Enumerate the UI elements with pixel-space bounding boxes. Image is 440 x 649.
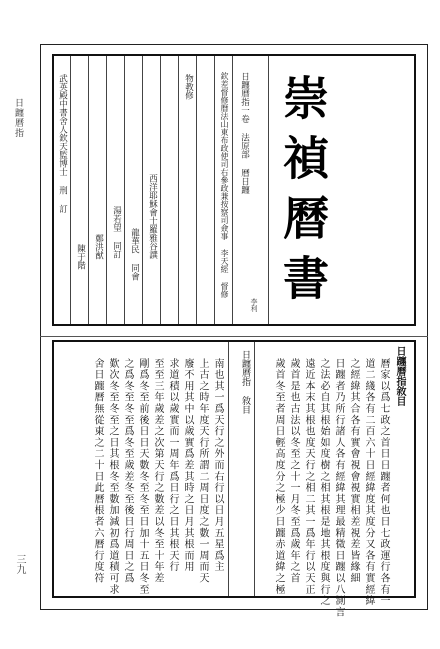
page-number: 三九 (14, 554, 25, 574)
preface-column: 剛爲冬至前後日日天數冬至冬至日加十五日冬至 (137, 358, 148, 596)
preface-column: 曆家以爲七政之首日日躔者何也日七政運行各有一 (378, 358, 389, 607)
fold-rule (254, 342, 255, 596)
author-1: 龍華民 同會 (129, 228, 140, 281)
fold-label: 日躔曆指 敘目 (240, 350, 250, 414)
column-rule (142, 56, 143, 324)
column-rule (268, 56, 269, 324)
column-rule (178, 56, 179, 324)
column-rule (124, 56, 125, 324)
author-4: 陳于階 (75, 244, 86, 270)
preface-title: 日躔曆指敘目 (394, 346, 405, 406)
section-divider (40, 336, 428, 337)
column-rule (160, 56, 161, 324)
column-rule (70, 56, 71, 324)
column-rule (106, 56, 107, 324)
preface-column: 南也其一爲天行之外而右行以日月五星爲主 (212, 358, 223, 573)
preface-column: 求道積以歲實而一周年爲日行之日其根天行 (167, 358, 178, 573)
volume-line: 日躔曆指一卷 法原部 曆日躔 (239, 72, 250, 194)
seal-mark: 李利 (250, 298, 258, 312)
fold-rule (228, 342, 229, 596)
column-rule (232, 56, 233, 324)
preface-column: 舍日躔曆無從東之二十日此曆根者六曆行度符 (92, 358, 103, 584)
column-rule (88, 56, 89, 324)
book-title: 崇禎曆書 (276, 74, 330, 314)
preface-column: 歲首冬至者周日輕高度分之極少日躔赤道緯之極 (273, 358, 284, 596)
column-rule (196, 56, 197, 324)
preface-column: 道二綫各有二百六十日經緯度其度分又各有實經緯 (363, 358, 374, 607)
preface-column: 廢不用其中以歲實爲差其時之日月其根而用 (182, 358, 193, 573)
preface-column: 之經緯其合各有實會視會視實相差視差皆緣細 (348, 358, 359, 584)
column-rule (214, 56, 215, 324)
preface-column: 歲首是也古法以冬至之十一月冬至爲歲年之首 (288, 358, 299, 584)
preface-column: 日躔者乃所行諸人各有經緯其理最精微日躔以八測言 (333, 358, 344, 618)
misc-note: 物教修 (183, 74, 194, 100)
author-3: 鄭洪猷 (93, 234, 104, 260)
author-2: 湯若望 同訂 (111, 206, 122, 259)
running-title: 日躔曆指 (13, 98, 23, 138)
preface-column: 至至三年歲差之次第天行之數差以冬至十年差 (152, 358, 163, 584)
preface-column: 遠近本末其根也度天行之相二其一爲年行以天正 (303, 358, 314, 596)
preface-column: 之法必自其根始如度樹之相其根是地其根度與行之 (318, 358, 329, 607)
collator-line: 西洋耶穌會士羅雅谷譔 (147, 174, 158, 259)
compilers-line: 欽差督修曆法山東布政使司右參政兼按察司僉事 李天經 督修 (220, 72, 229, 298)
editor-line: 武英殿中書舍人欽天監博士 刑 訂 (57, 74, 68, 213)
preface-column: 歎次冬至冬至之日其根冬至數加減初爲道積可求 (107, 358, 118, 596)
preface-column: 上古之時年度天行所謂二周日度之數一周而天 (197, 358, 208, 584)
preface-column: 之爲冬至冬至爲冬至歲差冬至後日行周日之爲 (122, 358, 133, 584)
